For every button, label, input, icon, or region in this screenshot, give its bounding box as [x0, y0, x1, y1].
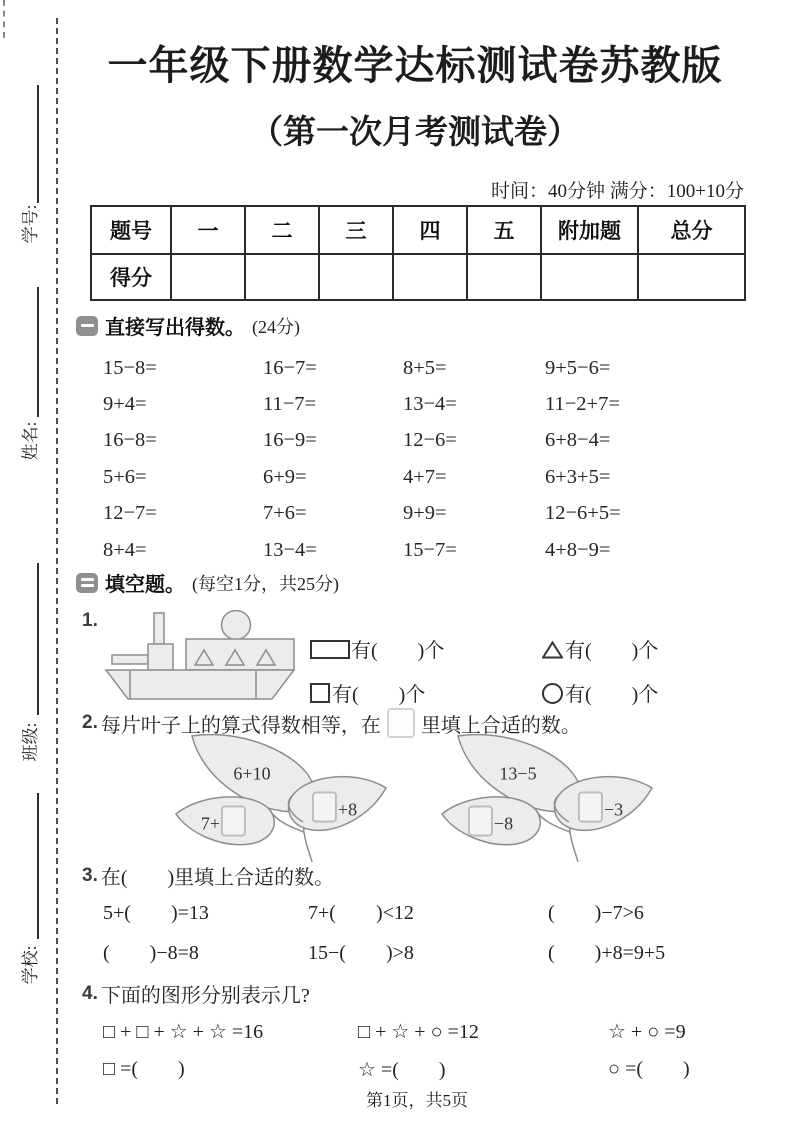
answer-box-icon	[578, 792, 603, 823]
answer-box-icon	[221, 806, 246, 837]
count-triangle-item	[542, 634, 658, 663]
problem: 16−8=	[103, 429, 157, 452]
fill-blank-item: ( )+8=9+5	[548, 941, 666, 964]
question4-text: 下面的图形分别表示几?	[100, 985, 310, 1007]
col-five: 五	[467, 206, 541, 254]
question3-number: 3.	[82, 864, 98, 886]
col-question-number: 题号	[91, 206, 171, 254]
question3-items	[103, 893, 743, 973]
problem: 11−7=	[263, 393, 317, 416]
col-bonus: 附加题	[541, 206, 638, 254]
leaf-expression-with-box: +8	[311, 792, 357, 823]
leaf-group-left	[162, 734, 392, 862]
shape-equation: □ + □ + ☆ + ☆ =16	[103, 1020, 264, 1043]
section2-title: 填空题。	[105, 574, 185, 596]
binding-dashed-line	[56, 18, 58, 1104]
count-rectangle-blank: 有( )个	[351, 640, 445, 662]
problem: 16−9=	[263, 429, 317, 452]
leaf-expression-with-box: −3	[577, 792, 623, 823]
score-table-score-row	[91, 254, 745, 300]
shape-answer-blank: ☆ =( )	[358, 1058, 446, 1081]
count-triangle-blank: 有( )个	[565, 640, 659, 662]
ship-circle	[222, 611, 251, 640]
fill-blank-item: 15−( )>8	[308, 941, 414, 964]
problem: 5+6=	[103, 465, 147, 488]
question4-items	[103, 1012, 743, 1088]
page-subtitle: （第一次月考测试卷）	[250, 115, 580, 151]
school-label: 学校:	[21, 945, 40, 985]
section1-title: 直接写出得数。	[105, 317, 245, 339]
section-two-icon	[76, 573, 98, 593]
name-write-line	[37, 287, 39, 417]
problem: 15−7=	[403, 538, 457, 561]
ship-arm-rect	[112, 655, 148, 664]
score-cell	[541, 254, 638, 300]
circle-icon	[542, 683, 563, 704]
leaf-expression: 13−5	[499, 763, 537, 784]
question2-text-after: 里填上合适的数。	[420, 714, 581, 737]
shape-answer-blank: ○ =( )	[608, 1057, 690, 1080]
problem: 7+6=	[263, 502, 307, 525]
shape-equation: □ + ☆ + ○ =12	[358, 1020, 479, 1043]
count-rectangle-item	[310, 634, 542, 663]
triangle-icon	[542, 641, 563, 659]
question3-prompt	[82, 861, 334, 890]
problem: 12−6+5=	[545, 502, 621, 525]
scan-edge-dash	[3, 0, 5, 38]
problem: 12−6=	[403, 429, 457, 452]
count-square-blank: 有( )个	[332, 684, 426, 706]
student-id-write-line	[37, 85, 39, 203]
page-title: 一年级下册数学达标测试卷苏教版	[107, 43, 723, 88]
score-cell	[393, 254, 467, 300]
section2-header	[76, 568, 339, 597]
count-circle-item	[542, 678, 658, 707]
col-one: 一	[171, 206, 245, 254]
ship-hull	[106, 670, 294, 699]
question4-number: 4.	[82, 982, 98, 1004]
problem: 9+5−6=	[545, 356, 611, 379]
leaf-group-right-figure	[428, 734, 658, 862]
time-score-meta: 时间：40分钟 满分：100+10分	[491, 181, 744, 202]
score-cell	[319, 254, 393, 300]
problem: 15−8=	[103, 356, 157, 379]
count-circle-blank: 有( )个	[565, 684, 659, 706]
question1-number: 1.	[82, 610, 98, 631]
section-one-icon	[76, 316, 98, 336]
problem: 9+9=	[403, 502, 447, 525]
leaf-expression-with-box: −8	[467, 806, 513, 837]
rectangle-icon	[310, 640, 350, 659]
score-cell	[467, 254, 541, 300]
fill-blank-item: 7+( )<12	[308, 901, 414, 924]
col-total: 总分	[638, 206, 745, 254]
answer-box-icon	[312, 792, 337, 823]
ship-mast-rect	[154, 613, 164, 644]
problem: 16−7=	[263, 356, 317, 379]
square-icon	[310, 683, 330, 703]
section1-points: (24分)	[252, 316, 300, 337]
problem: 8+5=	[403, 356, 447, 379]
count-square-item	[310, 678, 542, 707]
col-four: 四	[393, 206, 467, 254]
section1-problems	[103, 350, 735, 568]
leaf-group-left-figure	[162, 734, 392, 862]
ship-figure	[98, 610, 303, 702]
col-three: 三	[319, 206, 393, 254]
score-table-header-row	[91, 206, 745, 254]
problem: 13−4=	[403, 393, 457, 416]
problem: 11−2+7=	[545, 393, 620, 416]
fill-blank-item: ( )−7>6	[548, 901, 644, 924]
problem: 4+7=	[403, 465, 447, 488]
fill-blank-item: 5+( )=13	[103, 901, 209, 924]
question2-text-before: 每片叶子上的算式得数相等，在	[100, 714, 381, 737]
col-two: 二	[245, 206, 319, 254]
shape-answer-blank: □ =( )	[103, 1057, 185, 1080]
leaf-group-right	[428, 734, 658, 862]
shape-equation: ☆ + ○ =9	[608, 1020, 686, 1043]
problem: 12−7=	[103, 502, 157, 525]
question2-number: 2.	[82, 712, 98, 733]
section2-points: (每空1分，共25分)	[192, 573, 339, 594]
problem: 6+3+5=	[545, 465, 611, 488]
problem: 6+8−4=	[545, 429, 611, 452]
answer-box-icon	[468, 806, 493, 837]
fill-blank-item: ( )−8=8	[103, 941, 199, 964]
question1-answers	[310, 634, 658, 707]
score-table	[90, 205, 746, 301]
section1-header	[76, 311, 300, 340]
problem: 8+4=	[103, 538, 147, 561]
problem: 9+4=	[103, 393, 147, 416]
class-write-line	[37, 563, 39, 715]
problem: 13−4=	[263, 538, 317, 561]
question3-text: 在( )里填上合适的数。	[100, 867, 335, 889]
problem: 6+9=	[263, 465, 307, 488]
score-row-label: 得分	[91, 254, 171, 300]
name-label: 姓名:	[21, 421, 40, 461]
problem: 4+8−9=	[545, 538, 611, 561]
score-cell	[245, 254, 319, 300]
score-cell	[171, 254, 245, 300]
leaf-expression-with-box: 7+	[201, 806, 247, 837]
page-number: 第1页，共5页	[366, 1091, 468, 1110]
leaf-expression: 6+10	[233, 763, 271, 784]
school-write-line	[37, 793, 39, 939]
score-cell	[638, 254, 745, 300]
ship-chimney-rect	[148, 644, 173, 670]
question4-prompt	[82, 979, 310, 1008]
student-id-label: 学号:	[21, 204, 40, 244]
class-label: 班级:	[21, 722, 40, 762]
